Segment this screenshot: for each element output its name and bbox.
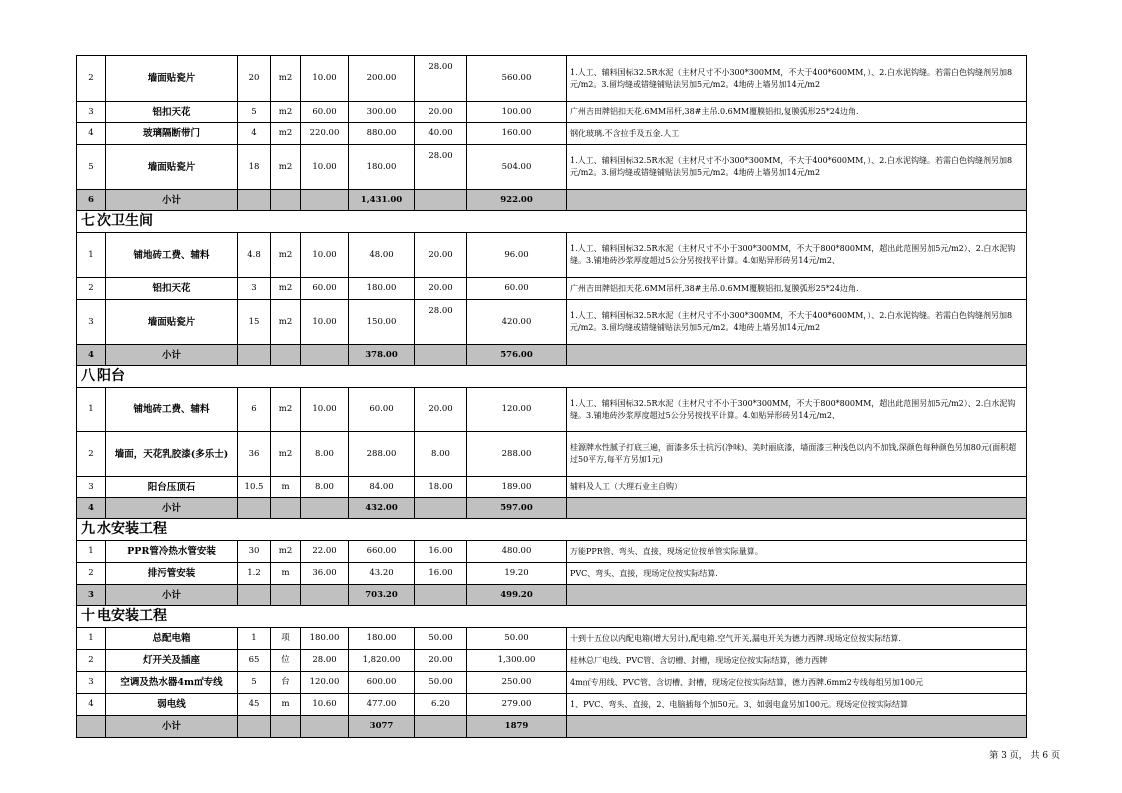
labor-unit-price: 50.00 — [415, 672, 467, 694]
labor-total: 160.00 — [467, 123, 567, 145]
table-row — [77, 432, 1027, 477]
row-number: 3 — [77, 672, 106, 694]
item-name: 总配电箱 — [106, 628, 238, 650]
section-title — [77, 366, 1027, 388]
labor-unit-price — [415, 585, 467, 606]
material-unit-price: 120.00 — [301, 672, 349, 694]
labor-total: 288.00 — [467, 432, 567, 477]
unit: m2 — [271, 300, 301, 345]
labor-unit-price: 20.00 — [415, 278, 467, 300]
item-description: 1.人工、辅料国标32.5R水泥（主材尺寸不小300*300MM，不大于400*600MM，）、2.白水泥钩缝。若需白色钩缝剂另加8元/m2。3.留均缝或错缝铺贴法另加5元/m2。4地砖上墙另加14元/m2 — [567, 56, 1027, 102]
item-name: PPR管冷热水管安装 — [106, 541, 238, 563]
material-total: 180.00 — [349, 145, 415, 190]
table-row — [77, 650, 1027, 672]
material-total: 660.00 — [349, 541, 415, 563]
row-number: 2 — [77, 563, 106, 585]
labor-unit-price-value: 28.00 — [428, 62, 453, 72]
material-unit-price: 60.00 — [301, 278, 349, 300]
quantity: 4.8 — [238, 233, 271, 278]
table-row — [77, 56, 1027, 102]
item-name: 小计 — [106, 345, 238, 366]
material-total: 378.00 — [349, 345, 415, 366]
item-name: 铺地砖工费、辅料 — [106, 233, 238, 278]
labor-total: 96.00 — [467, 233, 567, 278]
section-number: 十 — [81, 608, 95, 624]
labor-unit-price: 8.00 — [415, 432, 467, 477]
subtotal-row — [77, 190, 1027, 211]
unit: m2 — [271, 432, 301, 477]
quantity: 30 — [238, 541, 271, 563]
material-total: 880.00 — [349, 123, 415, 145]
item-name: 阳台压顶石 — [106, 477, 238, 498]
labor-total: 1,300.00 — [467, 650, 567, 672]
labor-unit-price-value: 28.00 — [428, 151, 453, 161]
row-number: 4 — [77, 498, 106, 519]
quantity: 18 — [238, 145, 271, 190]
row-number: 2 — [77, 56, 106, 102]
section-name: 次卫生间 — [97, 213, 153, 229]
quantity: 6 — [238, 388, 271, 432]
labor-total: 504.00 — [467, 145, 567, 190]
item-name: 小计 — [106, 716, 238, 738]
labor-unit-price — [415, 145, 467, 190]
row-number: 4 — [77, 694, 106, 716]
labor-unit-price: 16.00 — [415, 563, 467, 585]
item-description — [567, 585, 1027, 606]
row-number: 2 — [77, 650, 106, 672]
material-total: 200.00 — [349, 56, 415, 102]
quantity: 65 — [238, 650, 271, 672]
material-unit-price: 10.00 — [301, 300, 349, 345]
unit — [271, 498, 301, 519]
material-unit-price: 220.00 — [301, 123, 349, 145]
material-unit-price: 10.00 — [301, 56, 349, 102]
material-unit-price: 10.60 — [301, 694, 349, 716]
labor-unit-price — [415, 498, 467, 519]
labor-total: 480.00 — [467, 541, 567, 563]
subtotal-row — [77, 716, 1027, 738]
labor-unit-price: 20.00 — [415, 650, 467, 672]
item-description: 1.人工、辅料国标32.5R水泥（主材尺寸不小于300*300MM，不大于800*800MM，超出此范围另加5元/m2）、2.白水泥钩缝。3.铺地砖沙浆厚度超过5公分另按找平计算。4.如贴异形砖另14元/m2、 — [567, 388, 1027, 432]
labor-total: 250.00 — [467, 672, 567, 694]
quantity — [238, 716, 271, 738]
item-description: 1.人工、辅料国标32.5R水泥（主材尺寸不小于300*300MM，不大于800*800MM，超出此范围另加5元/m2）、2.白水泥钩缝。3.铺地砖沙浆厚度超过5公分另按找平计算。4.如贴异形砖另14元/m2、 — [567, 233, 1027, 278]
item-description: 万能PPR管、弯头、直接，现场定位按单管实际量算。 — [567, 541, 1027, 563]
unit — [271, 716, 301, 738]
item-description: 十到十五位以内配电箱(增大另计),配电箱.空气开关,漏电开关为德力西牌.现场定位按实际结算. — [567, 628, 1027, 650]
section-name: 阳台 — [97, 368, 125, 384]
table-row — [77, 477, 1027, 498]
labor-unit-price: 40.00 — [415, 123, 467, 145]
material-total: 180.00 — [349, 278, 415, 300]
material-unit-price: 180.00 — [301, 628, 349, 650]
material-unit-price — [301, 345, 349, 366]
quantity: 3 — [238, 278, 271, 300]
item-description — [567, 716, 1027, 738]
material-unit-price: 28.00 — [301, 650, 349, 672]
item-description: 1、PVC、弯头、直接，2、电脑插每个加50元。3、如弱电盒另加100元。现场定位按实际结算 — [567, 694, 1027, 716]
material-unit-price: 22.00 — [301, 541, 349, 563]
material-unit-price — [301, 585, 349, 606]
quantity: 5 — [238, 672, 271, 694]
material-total: 48.00 — [349, 233, 415, 278]
section-header-row — [77, 519, 1027, 541]
labor-unit-price — [415, 56, 467, 102]
table-row — [77, 388, 1027, 432]
quantity — [238, 345, 271, 366]
labor-total: 19.20 — [467, 563, 567, 585]
material-total: 288.00 — [349, 432, 415, 477]
item-description: 辅料及人工（大理石业主自购） — [567, 477, 1027, 498]
item-name: 铝扣天花 — [106, 102, 238, 123]
unit — [271, 585, 301, 606]
section-number: 八 — [81, 368, 95, 384]
quantity: 20 — [238, 56, 271, 102]
table-row — [77, 300, 1027, 345]
item-description: 桂林总厂电线、PVC管、含切槽、封槽，现场定位按实际结算，德力西牌 — [567, 650, 1027, 672]
section-title — [77, 211, 1027, 233]
quotation-table — [76, 55, 1027, 738]
unit: m — [271, 563, 301, 585]
item-description — [567, 498, 1027, 519]
section-number: 七 — [81, 213, 95, 229]
item-name: 墙面贴瓷片 — [106, 56, 238, 102]
material-total: 84.00 — [349, 477, 415, 498]
labor-unit-price — [415, 345, 467, 366]
material-unit-price: 8.00 — [301, 477, 349, 498]
material-unit-price — [301, 498, 349, 519]
material-total: 180.00 — [349, 628, 415, 650]
section-title — [77, 519, 1027, 541]
item-description: 4m㎡专用线、PVC管、含切槽、封槽，现场定位按实际结算，德力西牌.6mm2专线每组另加100元 — [567, 672, 1027, 694]
item-name: 空调及热水器4m㎡专线 — [106, 672, 238, 694]
table-row — [77, 233, 1027, 278]
material-unit-price — [301, 716, 349, 738]
quantity: 1.2 — [238, 563, 271, 585]
item-description: 1.人工、辅料国标32.5R水泥（主材尺寸不小300*300MM，不大于400*600MM，）、2.白水泥钩缝。若需白色钩缝剂另加8元/m2。3.留均缝或错缝铺贴法另加5元/m2。4地砖上墙另加14元/m2 — [567, 300, 1027, 345]
material-total: 150.00 — [349, 300, 415, 345]
unit: m — [271, 694, 301, 716]
labor-unit-price: 20.00 — [415, 233, 467, 278]
row-number: 3 — [77, 102, 106, 123]
material-unit-price: 60.00 — [301, 102, 349, 123]
row-number — [77, 716, 106, 738]
labor-unit-price-value: 28.00 — [428, 306, 453, 316]
item-name: 灯开关及插座 — [106, 650, 238, 672]
item-description: 桂源牌水性腻子打底三遍，面漆多乐士抗污(净味)、美时丽底漆，墙面漆三种浅色以内不加钱,深颜色每种颜色另加80元(面积超过50平方,每平方另加1元) — [567, 432, 1027, 477]
item-description — [567, 345, 1027, 366]
quantity: 5 — [238, 102, 271, 123]
unit: 台 — [271, 672, 301, 694]
row-number: 3 — [77, 300, 106, 345]
subtotal-row — [77, 585, 1027, 606]
quantity: 15 — [238, 300, 271, 345]
quantity: 36 — [238, 432, 271, 477]
labor-unit-price — [415, 190, 467, 211]
row-number: 4 — [77, 345, 106, 366]
section-header-row — [77, 606, 1027, 628]
labor-unit-price: 16.00 — [415, 541, 467, 563]
labor-unit-price: 50.00 — [415, 628, 467, 650]
labor-unit-price: 20.00 — [415, 102, 467, 123]
row-number: 2 — [77, 432, 106, 477]
material-unit-price: 10.00 — [301, 388, 349, 432]
row-number: 3 — [77, 477, 106, 498]
labor-total: 60.00 — [467, 278, 567, 300]
item-name: 弱电线 — [106, 694, 238, 716]
material-unit-price: 10.00 — [301, 145, 349, 190]
table-row — [77, 145, 1027, 190]
subtotal-row — [77, 345, 1027, 366]
item-name: 墙面，天花乳胶漆(多乐士) — [106, 432, 238, 477]
unit: m2 — [271, 102, 301, 123]
labor-total: 560.00 — [467, 56, 567, 102]
item-description: 广州吉田牌铝扣天花.6MM吊杆,38#主吊.0.6MM覆膜铝扣,复膜弧形25*24边角. — [567, 102, 1027, 123]
material-total: 300.00 — [349, 102, 415, 123]
row-number: 3 — [77, 585, 106, 606]
material-unit-price: 10.00 — [301, 233, 349, 278]
unit: 位 — [271, 650, 301, 672]
table-row — [77, 672, 1027, 694]
table-row — [77, 563, 1027, 585]
unit: m2 — [271, 123, 301, 145]
row-number: 1 — [77, 388, 106, 432]
labor-total: 420.00 — [467, 300, 567, 345]
material-unit-price — [301, 190, 349, 211]
labor-total: 1879 — [467, 716, 567, 738]
material-unit-price: 36.00 — [301, 563, 349, 585]
labor-total: 576.00 — [467, 345, 567, 366]
item-name: 排污管安装 — [106, 563, 238, 585]
table-row — [77, 541, 1027, 563]
labor-total: 922.00 — [467, 190, 567, 211]
labor-total: 189.00 — [467, 477, 567, 498]
material-total: 600.00 — [349, 672, 415, 694]
table-row — [77, 123, 1027, 145]
table-row — [77, 102, 1027, 123]
labor-unit-price — [415, 716, 467, 738]
item-name: 小计 — [106, 585, 238, 606]
quantity — [238, 498, 271, 519]
unit: m2 — [271, 541, 301, 563]
table-row — [77, 628, 1027, 650]
labor-unit-price — [415, 300, 467, 345]
quantity: 1 — [238, 628, 271, 650]
item-name: 墙面贴瓷片 — [106, 145, 238, 190]
unit — [271, 190, 301, 211]
row-number: 5 — [77, 145, 106, 190]
material-total: 1,431.00 — [349, 190, 415, 211]
labor-unit-price: 20.00 — [415, 388, 467, 432]
section-name: 水安装工程 — [97, 521, 167, 537]
material-total: 60.00 — [349, 388, 415, 432]
page-number: 第 3 页， 共 6 页 — [989, 751, 1060, 761]
item-name: 玻璃隔断带门 — [106, 123, 238, 145]
section-header-row — [77, 366, 1027, 388]
unit: m2 — [271, 278, 301, 300]
material-unit-price: 8.00 — [301, 432, 349, 477]
labor-total: 120.00 — [467, 388, 567, 432]
labor-total: 100.00 — [467, 102, 567, 123]
material-total: 43.20 — [349, 563, 415, 585]
material-total: 703.20 — [349, 585, 415, 606]
unit: m2 — [271, 56, 301, 102]
quantity: 4 — [238, 123, 271, 145]
subtotal-row — [77, 498, 1027, 519]
material-total: 1,820.00 — [349, 650, 415, 672]
section-title — [77, 606, 1027, 628]
row-number: 6 — [77, 190, 106, 211]
table-row — [77, 278, 1027, 300]
unit — [271, 345, 301, 366]
unit: 项 — [271, 628, 301, 650]
material-total: 432.00 — [349, 498, 415, 519]
row-number: 2 — [77, 278, 106, 300]
row-number: 4 — [77, 123, 106, 145]
unit: m — [271, 477, 301, 498]
labor-unit-price: 6.20 — [415, 694, 467, 716]
material-total: 3077 — [349, 716, 415, 738]
quantity — [238, 190, 271, 211]
item-description: 钢化玻璃.不含拉手及五金.人工 — [567, 123, 1027, 145]
section-header-row — [77, 211, 1027, 233]
row-number: 1 — [77, 628, 106, 650]
labor-total: 279.00 — [467, 694, 567, 716]
labor-total: 597.00 — [467, 498, 567, 519]
section-name: 电安装工程 — [97, 608, 167, 624]
item-name: 小计 — [106, 190, 238, 211]
row-number: 1 — [77, 233, 106, 278]
row-number: 1 — [77, 541, 106, 563]
unit: m2 — [271, 388, 301, 432]
quantity: 45 — [238, 694, 271, 716]
table-row — [77, 694, 1027, 716]
labor-total: 499.20 — [467, 585, 567, 606]
quantity: 10.5 — [238, 477, 271, 498]
item-name: 铝扣天花 — [106, 278, 238, 300]
labor-total: 50.00 — [467, 628, 567, 650]
item-name: 小计 — [106, 498, 238, 519]
item-description: PVC、弯头、直接，现场定位按实际结算. — [567, 563, 1027, 585]
item-description: 广州吉田牌铝扣天花.6MM吊杆,38#主吊.0.6MM覆膜铝扣,复膜弧形25*24边角. — [567, 278, 1027, 300]
item-name: 铺地砖工费、辅料 — [106, 388, 238, 432]
item-description: 1.人工、辅料国标32.5R水泥（主材尺寸不小300*300MM，不大于400*600MM，）、2.白水泥钩缝。若需白色钩缝剂另加8元/m2。3.留均缝或错缝铺贴法另加5元/m2。4地砖上墙另加14元/m2 — [567, 145, 1027, 190]
item-name: 墙面贴瓷片 — [106, 300, 238, 345]
labor-unit-price: 18.00 — [415, 477, 467, 498]
unit: m2 — [271, 233, 301, 278]
unit: m2 — [271, 145, 301, 190]
quantity — [238, 585, 271, 606]
item-description — [567, 190, 1027, 211]
section-number: 九 — [81, 521, 95, 537]
material-total: 477.00 — [349, 694, 415, 716]
